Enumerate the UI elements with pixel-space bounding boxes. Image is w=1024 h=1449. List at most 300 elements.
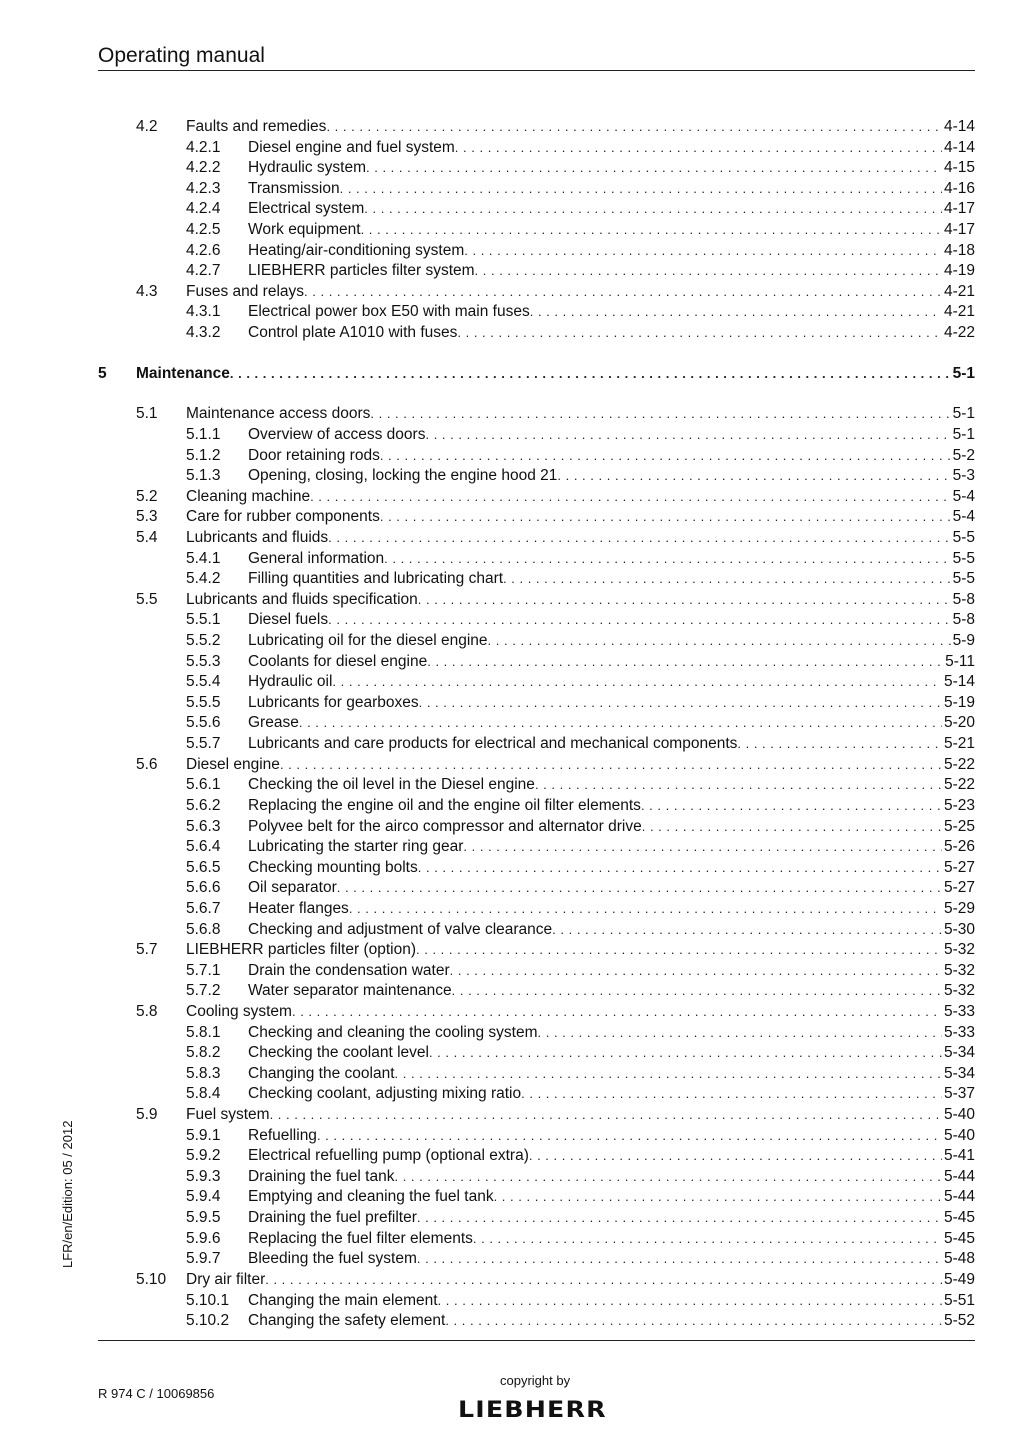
- toc-entry[interactable]: [98, 487, 975, 508]
- toc-entry-page: 4-19: [943, 262, 975, 280]
- toc-entry-number: 5.4.2: [186, 570, 221, 588]
- toc-entry[interactable]: [98, 404, 975, 425]
- toc-entry-title: Diesel engine and fuel system: [248, 138, 455, 156]
- toc-entry-page: 5-25: [943, 817, 975, 835]
- toc-entry-title: Lubricants for gearboxes: [248, 693, 419, 711]
- footer-divider: [98, 1340, 975, 1341]
- toc-entry[interactable]: [98, 282, 975, 303]
- toc-entry[interactable]: [98, 199, 975, 220]
- toc-entry-title: Lubricants and fluids specification: [186, 590, 418, 608]
- toc-entry-number: 4.3: [136, 282, 158, 300]
- toc-entry-line: [248, 549, 975, 570]
- toc-entry-title: Overview of access doors: [248, 425, 426, 443]
- toc-entry-number: 5.9.4: [186, 1188, 221, 1206]
- toc-entry-number: 5.5.5: [186, 693, 221, 711]
- toc-leader-dots: [280, 755, 942, 776]
- toc-entry-line: [248, 179, 975, 200]
- toc-entry-title: Polyvee belt for the airco compressor and alternator drive: [248, 817, 642, 835]
- toc-entry-number: 5.8: [136, 1002, 158, 1020]
- toc-entry[interactable]: [98, 1311, 975, 1332]
- toc-entry-line: [248, 199, 975, 220]
- toc-entry-line: [248, 981, 975, 1002]
- toc-entry[interactable]: [98, 878, 975, 899]
- toc-entry-line: [248, 796, 975, 817]
- toc-entry-line: [248, 466, 975, 487]
- toc-entry-number: 5.5: [136, 590, 158, 608]
- toc-leader-dots: [438, 1291, 942, 1312]
- toc-entry-line: [248, 1208, 975, 1229]
- toc-entry-page: 5-21: [943, 735, 975, 753]
- toc-entry[interactable]: [98, 261, 975, 282]
- toc-entry-line: [186, 755, 975, 776]
- toc-entry-title: LIEBHERR particles filter system: [248, 262, 475, 280]
- toc-entry-title: Draining the fuel tank: [248, 1167, 395, 1185]
- toc-entry-title: Draining the fuel prefilter: [248, 1209, 417, 1227]
- toc-entry-page: 4-21: [943, 282, 975, 300]
- toc-entry[interactable]: [98, 138, 975, 159]
- toc-entry-page: 4-21: [943, 303, 975, 321]
- toc-entry[interactable]: [98, 837, 975, 858]
- toc-entry-line: [248, 261, 975, 282]
- toc-entry[interactable]: [98, 1270, 975, 1291]
- toc-entry-title: Door retaining rods: [248, 446, 380, 464]
- toc-entry-line: [248, 713, 975, 734]
- toc-leader-dots: [270, 1105, 942, 1126]
- toc-entry-line: [248, 775, 975, 796]
- toc-entry-line: [186, 528, 975, 549]
- toc-entry-number: 5.9.7: [186, 1250, 221, 1268]
- toc-leader-dots: [366, 158, 942, 179]
- toc-entry[interactable]: [98, 1249, 975, 1270]
- toc-leader-dots: [457, 323, 942, 344]
- toc-entry-page: 4-17: [943, 221, 975, 239]
- toc-entry-page: 5-5: [952, 570, 975, 588]
- toc-entry-line: [136, 364, 975, 385]
- toc-entry-number: 4.2: [136, 118, 158, 135]
- toc-entry-title: Changing the safety element: [248, 1312, 446, 1330]
- toc-entry-line: [248, 1249, 975, 1270]
- toc-entry-title: Drain the condensation water: [248, 961, 450, 979]
- toc-entry[interactable]: [98, 1064, 975, 1085]
- toc-leader-dots: [417, 1249, 942, 1270]
- toc-entry-title: Checking and cleaning the cooling system: [248, 1023, 538, 1041]
- toc-leader-dots: [361, 220, 942, 241]
- toc-entry-line: [248, 899, 975, 920]
- toc-entry[interactable]: [98, 1105, 975, 1126]
- toc-entry[interactable]: [98, 899, 975, 920]
- toc-entry-page: 4-15: [943, 159, 975, 177]
- toc-entry-line: [186, 404, 975, 425]
- toc-entry[interactable]: [98, 569, 975, 590]
- toc-entry-line: [248, 1311, 975, 1332]
- toc-entry[interactable]: [98, 693, 975, 714]
- toc-entry-page: 5-8: [952, 590, 975, 608]
- toc-entry-number: 5.10.1: [186, 1291, 230, 1309]
- toc-entry-page: 5-33: [943, 1002, 975, 1020]
- toc-entry-line: [248, 569, 975, 590]
- toc-leader-dots: [394, 1167, 941, 1188]
- toc-entry-title: Replacing the fuel filter elements: [248, 1229, 473, 1247]
- toc-entry[interactable]: [98, 1084, 975, 1105]
- toc-leader-dots: [464, 241, 942, 262]
- toc-leader-dots: [364, 199, 942, 220]
- toc-entry[interactable]: [98, 1126, 975, 1147]
- toc-entry-line: [248, 878, 975, 899]
- toc-leader-dots: [310, 487, 951, 508]
- toc-entry[interactable]: [98, 1291, 975, 1312]
- toc-entry-title: Emptying and cleaning the fuel tank: [248, 1188, 494, 1206]
- toc-entry-number: 4.2.5: [186, 221, 221, 239]
- toc-entry[interactable]: [98, 446, 975, 467]
- toc-entry-line: [248, 138, 975, 159]
- toc-entry-title: Water separator maintenance: [248, 982, 452, 1000]
- toc-entry[interactable]: [98, 940, 975, 961]
- toc-entry-number: 4.3.1: [186, 303, 221, 321]
- toc-entry-page: 5-37: [943, 1085, 975, 1103]
- toc-entry-number: 5.9.5: [186, 1209, 221, 1227]
- toc-entry-page: 5-45: [943, 1209, 975, 1227]
- toc-entry-page: 5-4: [952, 508, 975, 526]
- toc-entry-page: 5-5: [952, 549, 975, 567]
- toc-entry-line: [248, 837, 975, 858]
- copyright-label: copyright by: [500, 1373, 571, 1388]
- toc-entry[interactable]: [98, 364, 975, 385]
- toc-leader-dots: [328, 610, 950, 631]
- toc-entry-line: [186, 940, 975, 961]
- toc-entry-number: 5.1.2: [186, 446, 221, 464]
- toc-leader-dots: [503, 569, 951, 590]
- toc-leader-dots: [328, 528, 950, 549]
- toc-entry-page: 5-11: [945, 652, 975, 670]
- toc-entry-page: 4-14: [943, 138, 975, 156]
- toc-leader-dots: [450, 961, 942, 982]
- toc-entry[interactable]: [98, 1229, 975, 1250]
- toc-entry-page: 5-48: [943, 1250, 975, 1268]
- toc-entry[interactable]: [98, 466, 975, 487]
- toc-entry-page: 5-5: [952, 528, 975, 546]
- toc-leader-dots: [538, 1023, 942, 1044]
- toc-entry-page: 5-41: [943, 1147, 975, 1165]
- toc-entry[interactable]: [98, 117, 975, 138]
- toc-entry[interactable]: [98, 1023, 975, 1044]
- toc-entry[interactable]: [98, 1187, 975, 1208]
- toc-entry[interactable]: [98, 1002, 975, 1023]
- toc-entry-title: Checking and adjustment of valve clearance: [248, 920, 553, 938]
- table-of-contents: [98, 117, 975, 1332]
- toc-entry-page: 5-52: [943, 1312, 975, 1330]
- toc-entry-number: 5.6.3: [186, 817, 221, 835]
- toc-entry-line: [186, 1270, 975, 1291]
- toc-entry-line: [248, 672, 975, 693]
- toc-entry-page: 5-45: [943, 1229, 975, 1247]
- toc-leader-dots: [452, 981, 942, 1002]
- toc-entry-title: Electrical refuelling pump (optional extra): [248, 1147, 529, 1165]
- toc-entry-line: [186, 507, 975, 528]
- toc-leader-dots: [475, 261, 942, 282]
- toc-entry-number: 5.1: [136, 405, 158, 423]
- toc-entry-number: 4.2.6: [186, 241, 221, 259]
- toc-entry-number: 5.7.1: [186, 961, 221, 979]
- toc-entry-line: [248, 693, 975, 714]
- toc-entry-title: Lubricants and fluids: [186, 528, 329, 546]
- toc-entry-page: 5-26: [943, 838, 975, 856]
- toc-entry-page: 5-3: [952, 467, 975, 485]
- toc-entry[interactable]: [98, 302, 975, 323]
- toc-entry-line: [248, 1229, 975, 1250]
- toc-leader-dots: [418, 590, 951, 611]
- toc-entry-title: Lubricants and care products for electrical and mechanical components: [248, 735, 738, 753]
- toc-entry-number: 5.1.3: [186, 467, 221, 485]
- toc-entry-page: 5-32: [943, 961, 975, 979]
- toc-leader-dots: [418, 858, 942, 879]
- toc-entry-title: Checking the oil level in the Diesel engine: [248, 776, 535, 794]
- toc-entry-line: [186, 1105, 975, 1126]
- toc-leader-dots: [463, 837, 942, 858]
- toc-entry-title: Work equipment: [248, 221, 361, 239]
- toc-entry-number: 5.6.7: [186, 899, 221, 917]
- toc-entry[interactable]: [98, 775, 975, 796]
- toc-entry-page: 5-14: [943, 673, 975, 691]
- toc-entry-title: Opening, closing, locking the engine hood 21: [248, 467, 558, 485]
- toc-entry-line: [248, 1084, 975, 1105]
- toc-entry-number: 5.8.2: [186, 1044, 221, 1062]
- toc-entry-number: 5.7.2: [186, 982, 221, 1000]
- toc-entry-number: 5.8.3: [186, 1064, 221, 1082]
- toc-entry[interactable]: [98, 631, 975, 652]
- toc-entry[interactable]: [98, 858, 975, 879]
- toc-entry-line: [248, 323, 975, 344]
- toc-entry-page: 5-30: [943, 920, 975, 938]
- toc-entry-title: Faults and remedies: [186, 118, 327, 135]
- toc-entry-number: 5.7: [136, 941, 158, 959]
- toc-entry-title: General information: [248, 549, 385, 567]
- toc-entry-title: LIEBHERR particles filter (option): [186, 941, 416, 959]
- toc-entry-title: Cleaning machine: [186, 487, 311, 505]
- toc-entry-title: Fuel system: [186, 1106, 270, 1124]
- toc-entry-line: [248, 1167, 975, 1188]
- toc-entry-title: Checking mounting bolts: [248, 858, 418, 876]
- toc-entry-number: 5.5.7: [186, 735, 221, 753]
- page-header-title: Operating manual: [98, 44, 265, 67]
- toc-entry-number: 5.10: [136, 1270, 167, 1288]
- toc-entry-page: 5-9: [952, 632, 975, 650]
- toc-leader-dots: [349, 899, 942, 920]
- toc-entry-number: 5.6.6: [186, 879, 221, 897]
- toc-entry[interactable]: [98, 652, 975, 673]
- toc-entry-page: 5-32: [943, 941, 975, 959]
- toc-entry[interactable]: [98, 528, 975, 549]
- toc-leader-dots: [473, 1229, 942, 1250]
- toc-entry[interactable]: [98, 425, 975, 446]
- toc-leader-dots: [230, 364, 951, 385]
- toc-entry-number: 5.5.2: [186, 632, 221, 650]
- toc-entry-page: 4-22: [943, 324, 975, 342]
- toc-entry[interactable]: [98, 590, 975, 611]
- toc-entry-number: 5.4.1: [186, 549, 221, 567]
- toc-entry[interactable]: [98, 1043, 975, 1064]
- toc-entry-number: 4.2.2: [186, 159, 221, 177]
- toc-entry-line: [248, 961, 975, 982]
- toc-entry-line: [186, 282, 975, 303]
- toc-leader-dots: [340, 179, 942, 200]
- toc-leader-dots: [427, 652, 943, 673]
- toc-entry-title: Fuses and relays: [186, 282, 305, 300]
- toc-entry[interactable]: [98, 672, 975, 693]
- toc-entry[interactable]: [98, 755, 975, 776]
- toc-entry-page: 5-33: [943, 1023, 975, 1041]
- toc-entry[interactable]: [98, 179, 975, 200]
- toc-entry-number: 5.1.1: [186, 425, 221, 443]
- toc-entry-line: [248, 220, 975, 241]
- toc-entry-title: Oil separator: [248, 879, 337, 897]
- edition-sidenote: LFR/en/Edition: 05 / 2012: [60, 1120, 75, 1268]
- toc-entry[interactable]: [98, 1167, 975, 1188]
- toc-entry-line: [248, 158, 975, 179]
- toc-entry-line: [186, 1002, 975, 1023]
- toc-entry-number: 5.3: [136, 508, 158, 526]
- toc-entry-title: Lubricating the starter ring gear: [248, 838, 464, 856]
- toc-entry-title: Checking the coolant level: [248, 1044, 429, 1062]
- toc-entry[interactable]: [98, 734, 975, 755]
- toc-entry-line: [186, 487, 975, 508]
- toc-entry-title: Bleeding the fuel system: [248, 1250, 417, 1268]
- toc-leader-dots: [384, 549, 950, 570]
- toc-leader-dots: [494, 1187, 942, 1208]
- toc-entry-line: [248, 241, 975, 262]
- toc-entry[interactable]: [98, 220, 975, 241]
- toc-leader-dots: [304, 282, 942, 303]
- toc-entry[interactable]: [98, 817, 975, 838]
- toc-entry-line: [186, 117, 975, 138]
- toc-entry-title: Heater flanges: [248, 899, 349, 917]
- toc-entry[interactable]: [98, 920, 975, 941]
- toc-entry-line: [248, 1043, 975, 1064]
- toc-entry[interactable]: [98, 610, 975, 631]
- toc-entry-page: 5-1: [952, 425, 975, 443]
- toc-entry-page: 5-1: [952, 405, 975, 423]
- toc-leader-dots: [530, 302, 942, 323]
- toc-entry-page: 5-2: [952, 446, 975, 464]
- toc-leader-dots: [737, 734, 942, 755]
- toc-entry-title: Grease: [248, 714, 299, 732]
- toc-leader-dots: [370, 404, 950, 425]
- toc-entry[interactable]: [98, 507, 975, 528]
- toc-entry-line: [248, 1291, 975, 1312]
- liebherr-logo: LIEBHERR: [458, 1398, 607, 1423]
- toc-entry[interactable]: [98, 713, 975, 734]
- toc-leader-dots: [445, 1311, 942, 1332]
- toc-entry-line: [248, 631, 975, 652]
- toc-leader-dots: [395, 1064, 942, 1085]
- toc-entry-page: 5-51: [943, 1291, 975, 1309]
- toc-entry-number: 5.5.6: [186, 714, 221, 732]
- toc-leader-dots: [552, 920, 942, 941]
- toc-entry-page: 4-16: [943, 179, 975, 197]
- toc-entry-number: 4.2.7: [186, 262, 221, 280]
- toc-leader-dots: [455, 138, 942, 159]
- toc-leader-dots: [326, 117, 942, 138]
- toc-leader-dots: [417, 1208, 942, 1229]
- toc-entry-number: 5.9.3: [186, 1167, 221, 1185]
- toc-entry-title: Diesel engine: [186, 755, 280, 773]
- toc-entry-title: Cooling system: [186, 1002, 292, 1020]
- toc-entry[interactable]: [98, 796, 975, 817]
- toc-entry[interactable]: [98, 981, 975, 1002]
- toc-entry-page: 4-14: [943, 118, 975, 135]
- toc-leader-dots: [642, 817, 942, 838]
- toc-leader-dots: [529, 1146, 942, 1167]
- toc-leader-dots: [419, 693, 942, 714]
- toc-entry-page: 5-34: [943, 1044, 975, 1062]
- toc-entry-number: 5.6: [136, 755, 158, 773]
- toc-entry-number: 5.5.1: [186, 611, 221, 629]
- toc-entry[interactable]: [98, 549, 975, 570]
- toc-section-gap: [98, 344, 975, 364]
- toc-entry[interactable]: [98, 1208, 975, 1229]
- toc-leader-dots: [425, 425, 950, 446]
- toc-entry[interactable]: [98, 1146, 975, 1167]
- toc-entry-number: 5.4: [136, 528, 158, 546]
- toc-entry-page: 5-4: [952, 487, 975, 505]
- toc-leader-dots: [380, 446, 951, 467]
- toc-entry-line: [248, 302, 975, 323]
- toc-entry-line: [248, 920, 975, 941]
- toc-entry-number: 4.3.2: [186, 324, 221, 342]
- header-divider: [98, 70, 975, 71]
- toc-entry-number: 5.9: [136, 1106, 158, 1124]
- toc-leader-dots: [265, 1270, 942, 1291]
- toc-entry-page: 5-22: [943, 776, 975, 794]
- toc-entry-page: 5-34: [943, 1064, 975, 1082]
- toc-leader-dots: [317, 1126, 942, 1147]
- toc-entry-page: 5-32: [943, 982, 975, 1000]
- toc-entry-number: 5.5.3: [186, 652, 221, 670]
- toc-entry-line: [248, 817, 975, 838]
- toc-entry-title: Maintenance: [136, 364, 230, 382]
- toc-entry-line: [248, 610, 975, 631]
- toc-leader-dots: [429, 1043, 942, 1064]
- toc-entry-title: Maintenance access doors: [186, 405, 371, 423]
- toc-entry-title: Electrical system: [248, 200, 365, 218]
- toc-entry-title: Heating/air-conditioning system: [248, 241, 465, 259]
- toc-entry[interactable]: [98, 158, 975, 179]
- toc-entry-title: Dry air filter: [186, 1270, 266, 1288]
- toc-entry-line: [248, 425, 975, 446]
- toc-entry-number: 5.8.4: [186, 1085, 221, 1103]
- toc-entry-page: 5-27: [943, 879, 975, 897]
- toc-entry-title: Changing the coolant: [248, 1064, 395, 1082]
- toc-entry[interactable]: [98, 241, 975, 262]
- toc-entry-title: Hydraulic system: [248, 159, 366, 177]
- toc-entry-page: 5-19: [943, 693, 975, 711]
- toc-entry-line: [248, 1146, 975, 1167]
- toc-entry-page: 5-40: [943, 1126, 975, 1144]
- toc-entry-title: Filling quantities and lubricating chart: [248, 570, 504, 588]
- toc-entry[interactable]: [98, 323, 975, 344]
- toc-leader-dots: [337, 878, 942, 899]
- toc-entry[interactable]: [98, 961, 975, 982]
- toc-entry-page: 5-1: [952, 364, 975, 382]
- toc-leader-dots: [332, 672, 942, 693]
- toc-leader-dots: [557, 466, 950, 487]
- toc-entry-title: Checking coolant, adjusting mixing ratio: [248, 1085, 522, 1103]
- toc-entry-number: 5.6.4: [186, 838, 221, 856]
- toc-entry-line: [248, 446, 975, 467]
- toc-entry-number: 5.6.5: [186, 858, 221, 876]
- toc-entry-number: 5.9.6: [186, 1229, 221, 1247]
- toc-entry-title: Electrical power box E50 with main fuses: [248, 303, 530, 321]
- document-id: R 974 C / 10069856: [98, 1386, 215, 1401]
